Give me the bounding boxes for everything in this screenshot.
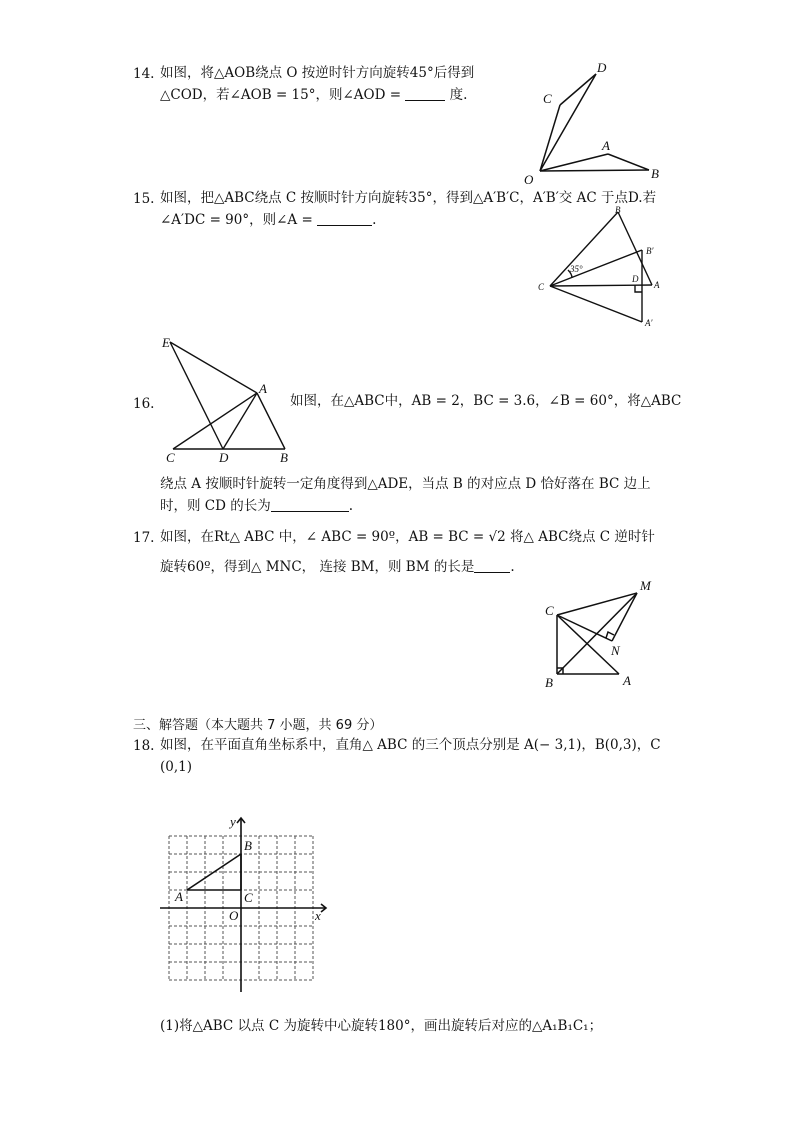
q16-label-E: E xyxy=(162,335,170,350)
q15-figure xyxy=(530,200,670,330)
q16-label-C: C xyxy=(166,450,175,465)
q18-text-line1: 如图，在平面直角坐标系中，直角△ ABC 的三个顶点分别是 A(− 3,1)，B(0,3)，C xyxy=(160,737,661,753)
q15-seg-CA2 xyxy=(550,286,642,322)
q18-label-O: O xyxy=(229,908,239,923)
q15-seg-CB2 xyxy=(550,250,642,286)
q15-text-line2 xyxy=(160,211,376,229)
q14-answer-blank xyxy=(405,87,445,101)
q14-label-A: A xyxy=(602,138,610,153)
q16-text-line1: 如图，在△ABC中，AB = 2，BC = 3.6，∠B = 60°，将△ABC xyxy=(290,393,682,409)
q17-seg-CN xyxy=(557,615,612,641)
q14-suffix: 度. xyxy=(449,87,468,103)
q15-label-A-prime: A′ xyxy=(645,318,653,328)
q14-number: 14. xyxy=(133,66,155,82)
q16-seg-CA xyxy=(173,393,257,449)
q17-text-line2 xyxy=(160,558,515,576)
q14-text-line1: 如图，将△AOB绕点 O 按逆时针方向旋转45°后得到 xyxy=(160,65,475,81)
q16-seg-AB xyxy=(257,393,285,449)
q18-number: 18. xyxy=(133,738,155,754)
q16-figure xyxy=(160,332,295,467)
q16-suffix: . xyxy=(348,498,354,514)
q14-figure xyxy=(520,58,670,188)
q18-label-y: y xyxy=(230,814,236,829)
q18-part1: (1)将△ABC 以点 C 为旋转中心旋转180°，画出旋转后对应的△A₁B₁C₁； xyxy=(160,1018,603,1034)
q14-text-line2 xyxy=(160,86,467,104)
q15-text-line1: 如图，把△ABC绕点 C 按顺时针方向旋转35°，得到△A′B′C，A′B′交 AC 于点D.若 xyxy=(160,190,657,206)
q17-seg-BM xyxy=(557,593,637,674)
q17-text-line1: 如图，在Rt△ ABC 中，∠ ABC = 90º，AB = BC = √2 将△ ABC绕点 C 逆时针 xyxy=(160,529,655,545)
q14-label-D: D xyxy=(597,60,607,75)
q18-grid-figure xyxy=(158,812,333,994)
q15-text-line2-main: ∠A′DC = 90°，则∠A = xyxy=(160,212,318,228)
q15-label-C: C xyxy=(538,282,545,292)
q17-label-N: N xyxy=(611,643,620,658)
q17-number: 17. xyxy=(133,530,155,546)
q14-seg-OB xyxy=(540,170,649,171)
q17-seg-MN xyxy=(612,593,637,641)
q14-seg-OA xyxy=(540,154,608,171)
q15-suffix: . xyxy=(372,212,377,228)
q16-label-B: B xyxy=(280,450,288,465)
q17-label-A: A xyxy=(623,673,631,688)
q17-right-angle-N xyxy=(606,632,614,638)
q15-number: 15. xyxy=(133,191,155,207)
q15-label-D: D xyxy=(632,274,639,284)
q17-text-line2-main: 旋转60º，得到△ MNC， 连接 BM，则 BM 的长是 xyxy=(160,559,475,575)
q16-text-line3 xyxy=(160,497,353,515)
q16-label-D: D xyxy=(219,450,229,465)
q16-answer-blank xyxy=(271,498,349,512)
q17-seg-CM xyxy=(557,593,637,615)
q18-label-C: C xyxy=(244,890,253,905)
q16-text-line3-main: 时，则 CD 的长为 xyxy=(160,498,271,514)
q15-seg-CA xyxy=(550,285,652,286)
q15-label-A: A xyxy=(654,280,660,290)
q15-label-B: B xyxy=(615,205,621,215)
q16-label-A: A xyxy=(259,381,267,396)
q18-text-line2: (0,1) xyxy=(160,759,193,775)
q14-text-line2-main: △COD，若∠AOB = 15°，则∠AOD = xyxy=(160,87,406,103)
q14-seg-AB xyxy=(608,154,649,170)
q17-suffix: . xyxy=(510,559,515,575)
q18-label-B: B xyxy=(244,838,252,853)
q16-text-line2: 绕点 A 按顺时针旋转一定角度得到△ADE，当点 B 的对应点 D 恰好落在 BC 边上 xyxy=(160,476,651,492)
q15-label-35deg: 35° xyxy=(570,264,583,274)
q14-label-C: C xyxy=(543,91,552,106)
q15-right-angle-mark xyxy=(635,285,642,292)
q17-answer-blank xyxy=(474,559,510,573)
q14-label-O: O xyxy=(524,172,534,187)
q17-label-M: M xyxy=(640,578,651,593)
q17-figure xyxy=(535,575,665,690)
q15-answer-blank xyxy=(317,212,372,226)
q15-seg-CB xyxy=(550,212,618,286)
q14-seg-OC xyxy=(540,105,560,171)
q16-seg-DA xyxy=(223,393,257,449)
q18-label-A: A xyxy=(175,889,183,904)
q18-label-x: x xyxy=(315,908,321,923)
q14-seg-CD xyxy=(560,74,596,105)
q17-label-C: C xyxy=(545,603,554,618)
q14-label-B: B xyxy=(651,166,659,181)
q15-label-B-prime: B′ xyxy=(646,246,654,256)
q14-seg-OD xyxy=(540,74,596,171)
q16-number: 16. xyxy=(133,396,155,412)
section-title: 三、解答题（本大题共 7 小题，共 69 分） xyxy=(133,718,383,733)
q17-label-B: B xyxy=(545,675,553,690)
